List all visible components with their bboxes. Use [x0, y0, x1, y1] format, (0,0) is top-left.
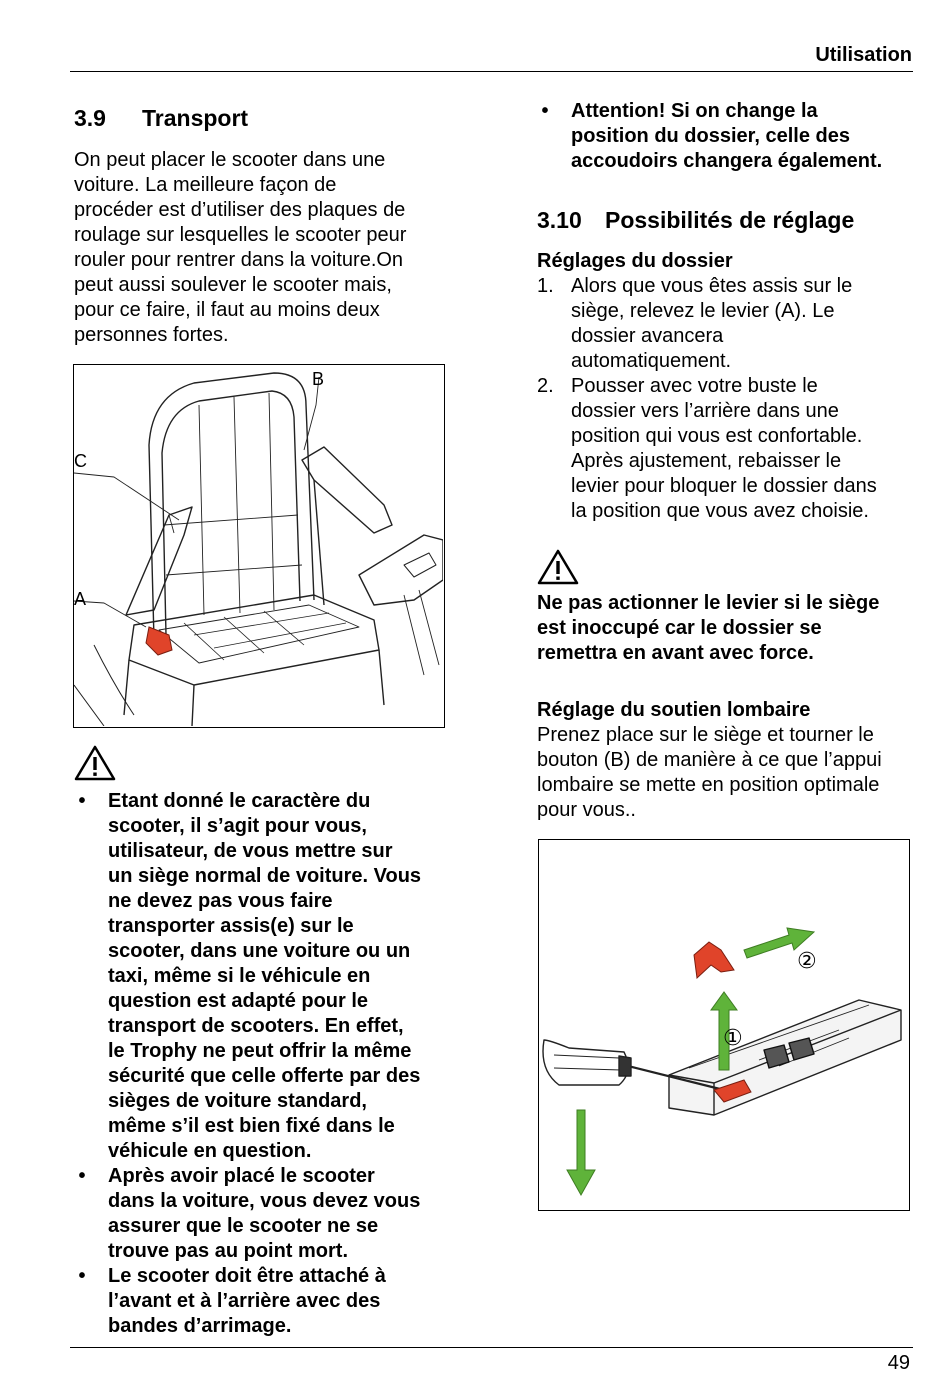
- list-item: [74, 789, 454, 1164]
- bullet-line: ne devez pas vous faire: [108, 890, 333, 912]
- step-line: Alors que vous êtes assis sur le: [571, 275, 853, 297]
- heading-number: 3.9: [74, 105, 106, 131]
- list-item: [74, 1264, 454, 1339]
- step-line: Après ajustement, rebaisser le: [571, 450, 842, 472]
- warning-triangle-icon: [74, 745, 116, 786]
- heading-title: Possibilités de réglage: [605, 207, 855, 233]
- heading-title: Transport: [142, 105, 249, 131]
- step-line: position qui vous est confortable.: [571, 425, 863, 447]
- lever-warning: [537, 591, 917, 666]
- bullet-line: Le scooter doit être attaché à: [108, 1265, 386, 1287]
- warning-line: Ne pas actionner le levier si le siège: [537, 592, 880, 614]
- bullet-line: assurer que le scooter ne se: [108, 1215, 379, 1237]
- warning-line: est inoccupé car le dossier se: [537, 617, 822, 639]
- transport-intro: [74, 148, 444, 348]
- page-number: 49: [887, 1352, 910, 1374]
- intro-line: pour ce faire, il faut au moins deux: [74, 299, 380, 321]
- lumbar-figure: [538, 839, 910, 1211]
- bullet-line: question est adapté pour le: [108, 990, 369, 1012]
- bullet-line: trouve pas au point mort.: [108, 1240, 349, 1262]
- lumbar-subheading: Réglage du soutien lombaire: [537, 699, 811, 721]
- step-line: automatiquement.: [571, 350, 732, 372]
- lumbar-line: Prenez place sur le siège et tourner le: [537, 724, 874, 746]
- bullet-dot: •: [78, 790, 86, 812]
- bullet-line: Etant donné le caractère du: [108, 790, 371, 812]
- bullet-line: dans la voiture, vous devez vous: [108, 1190, 421, 1212]
- bullet-line: le Trophy ne peut offrir la même: [108, 1040, 412, 1062]
- seat-figure: [73, 364, 445, 728]
- step2-label: ②: [797, 949, 817, 974]
- bullet-line: taxi, même si le véhicule en: [108, 965, 371, 987]
- bullet-line: sièges de voiture standard,: [108, 1090, 367, 1112]
- intro-line: roulage sur lesquelles le scooter peur: [74, 224, 407, 246]
- section-heading-reglage: [537, 207, 854, 234]
- step-line: dossier vers l’arrière dans une: [571, 400, 839, 422]
- bullet-dot: •: [78, 1165, 86, 1187]
- bullet-line: scooter, il s’agit pour vous,: [108, 815, 367, 837]
- header-rule: [70, 71, 913, 72]
- bullet-line: transport de scooters. En effet,: [108, 1015, 404, 1037]
- intro-line: rouler pour rentrer dans la voiture.On: [74, 249, 404, 271]
- step-line: levier pour bloquer le dossier dans: [571, 475, 877, 497]
- bullet-dot: •: [78, 1265, 86, 1287]
- bullet-line: véhicule en question.: [108, 1140, 312, 1162]
- figure-label-a: A: [74, 589, 87, 609]
- intro-line: On peut placer le scooter dans une: [74, 149, 386, 171]
- bullet-line: transporter assis(e) sur le: [108, 915, 354, 937]
- step-line: dossier avancera: [571, 325, 724, 347]
- seat-drawing: [74, 365, 443, 726]
- bullet-line: bandes d’arrimage.: [108, 1315, 292, 1337]
- step-line: siège, relevez le levier (A). Le: [571, 300, 835, 322]
- warning-line: remettra en avant avec force.: [537, 642, 814, 664]
- transport-warning-list: [74, 789, 454, 1339]
- figure-label-b: B: [312, 369, 325, 389]
- step-number: 2.: [537, 375, 554, 397]
- bullet-line: un siège normal de voiture. Vous: [108, 865, 422, 887]
- bullet-line: Attention! Si on change la: [571, 100, 818, 122]
- figure-label-c: C: [74, 451, 87, 471]
- bullet-line: accoudoirs changera également.: [571, 150, 883, 172]
- bullet-line: position du dossier, celle des: [571, 125, 850, 147]
- list-item: [537, 274, 917, 374]
- running-header: Utilisation: [815, 44, 912, 66]
- bullet-dot: •: [541, 100, 549, 122]
- step-number: 1.: [537, 275, 554, 297]
- dossier-steps: [537, 274, 917, 524]
- bullet-line: sécurité que celle offerte par des: [108, 1065, 421, 1087]
- lumbar-line: pour vous..: [537, 799, 636, 821]
- intro-line: procéder est d’utiliser des plaques de: [74, 199, 406, 221]
- step-line: Pousser avec votre buste le: [571, 375, 818, 397]
- dossier-subheading: Réglages du dossier: [537, 250, 733, 272]
- list-item: [537, 374, 917, 524]
- warning-triangle-icon: [537, 549, 579, 590]
- bullet-line: Après avoir placé le scooter: [108, 1165, 375, 1187]
- intro-line: peut aussi soulever le scooter mais,: [74, 274, 392, 296]
- lumbar-line: bouton (B) de manière à ce que l’appui: [537, 749, 882, 771]
- lumbar-text: [537, 723, 917, 823]
- list-item: [74, 1164, 454, 1264]
- footer-rule: [70, 1347, 913, 1348]
- bullet-line: scooter, dans une voiture ou un: [108, 940, 411, 962]
- section-heading-transport: [74, 105, 248, 132]
- list-item: [537, 99, 917, 174]
- bullet-line: utilisateur, de vous mettre sur: [108, 840, 393, 862]
- step-line: la position que vous avez choisie.: [571, 500, 869, 522]
- lumbar-line: lombaire se mette en position optimale: [537, 774, 880, 796]
- step1-label: ①: [723, 1026, 743, 1051]
- intro-line: personnes fortes.: [74, 324, 229, 346]
- heading-number: 3.10: [537, 207, 582, 233]
- intro-line: voiture. La meilleure façon de: [74, 174, 337, 196]
- bullet-line: même s’il est bien fixé dans le: [108, 1115, 395, 1137]
- lumbar-drawing: [539, 840, 908, 1209]
- bullet-line: l’avant et à l’arrière avec des: [108, 1290, 381, 1312]
- attention-note: [537, 99, 917, 174]
